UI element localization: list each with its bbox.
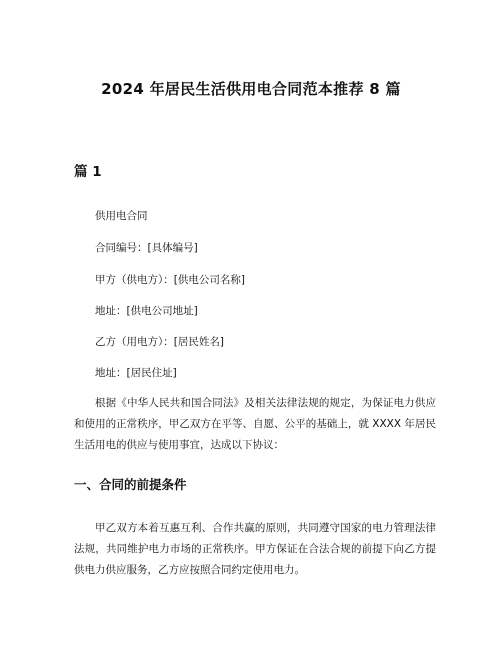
clause-paragraph: 甲乙双方本着互惠互利、合作共赢的原则，共同遵守国家的电力管理法律法规，共同维护电力市场的正常秩序。甲方保证在合法合规的前提下向乙方提供电力供应服务，乙方应按照合同约定使用电力。 (74, 522, 436, 576)
party-a-address-line: 地址：[供电公司地址] (95, 305, 198, 317)
contract-number-line: 合同编号：[具体编号] (95, 242, 198, 254)
party-a-line: 甲方（供电方）：[供电公司名称] (95, 274, 245, 286)
party-b-line: 乙方（用电方）：[居民姓名] (95, 336, 224, 348)
party-b-address-line: 地址：[居民住址] (95, 367, 177, 379)
contract-name-line: 供用电合同 (95, 210, 148, 222)
section-title: 篇 1 (74, 164, 102, 180)
intro-paragraph: 根据《中华人民共和国合同法》及相关法律法规的规定，为保证电力供应和使用的正常秩序，甲乙双方在平等、自愿、公平的基础上，就 XXXX 年居民生活用电的供应与使用事宜，达成以下协议： (74, 397, 436, 451)
document-title: 2024 年居民生活供用电合同范本推荐 8 篇 (101, 80, 401, 98)
clause-heading: 一、合同的前提条件 (74, 477, 187, 492)
